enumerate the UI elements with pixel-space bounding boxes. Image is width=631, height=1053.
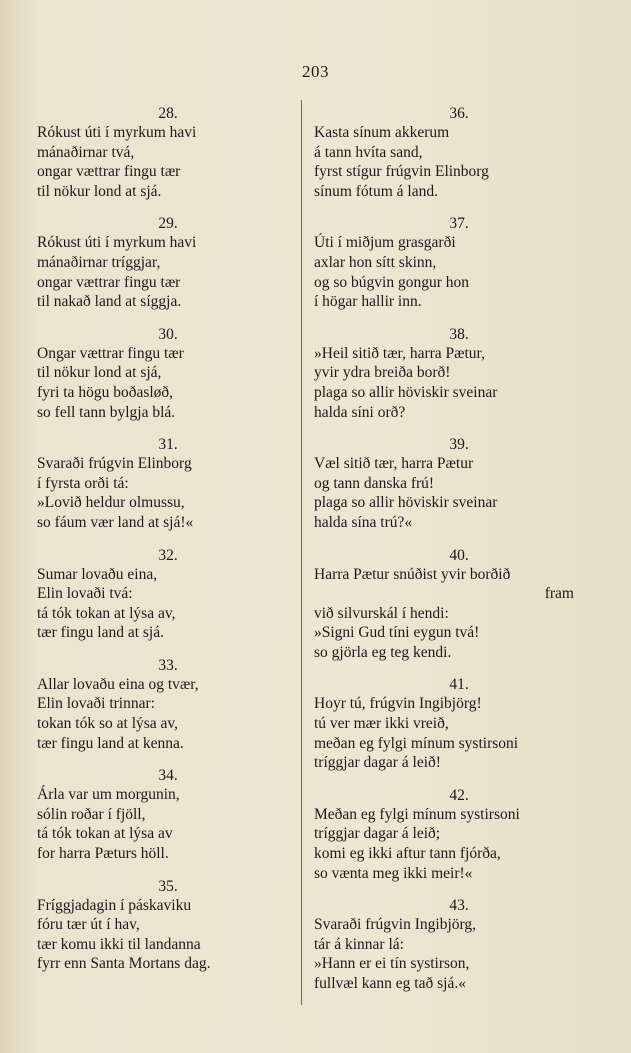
verse-line: »Hann er ei tín systirson, — [314, 955, 470, 973]
verse-line: tríggjar dagar á leið! — [314, 754, 441, 772]
stanza — [314, 896, 574, 993]
verse-line: plaga so allir höviskir sveinar — [314, 383, 498, 401]
stanza-number: 41. — [449, 676, 469, 694]
verse-line: tá tók tokan at lýsa av — [37, 825, 173, 843]
verse-line: Hoyr tú, frúgvin Ingibjörg! — [314, 695, 482, 713]
stanza-number: 38. — [449, 325, 469, 343]
verse-line: komi eg ikki aftur tann fjórða, — [314, 845, 501, 863]
stanza — [37, 546, 289, 643]
stanza-number: 37. — [449, 215, 469, 233]
verse-line: tár á kinnar lá: — [314, 935, 404, 953]
verse-line: plaga so allir höviskir sveinar — [314, 494, 498, 512]
stanza-number: 29. — [158, 215, 178, 233]
verse-line: halda síni orð? — [314, 403, 406, 421]
verse-line: og so búgvin gongur hon — [314, 273, 469, 291]
verse-line: mánaðirnar tríggjar, — [37, 253, 161, 271]
stanza — [37, 214, 289, 311]
verse-line: fóru tær út í hav, — [37, 916, 140, 934]
stanza — [314, 214, 574, 311]
verse-line: »Lovið heldur olmussu, — [37, 494, 185, 512]
verse-line: for harra Pæturs höll. — [37, 845, 169, 863]
verse-line: tríggjar dagar á leið; — [314, 825, 441, 843]
stanza-number: 30. — [158, 325, 178, 343]
verse-line: Svaraði frúgvin Elinborg — [37, 455, 192, 473]
verse-line: tá tók tokan at lýsa av, — [37, 604, 176, 622]
verse-line: Fríggjadagin í páskaviku — [37, 896, 192, 914]
stanza-number: 35. — [158, 877, 178, 895]
stanza — [314, 325, 574, 422]
verse-line: í högar hallir inn. — [314, 293, 422, 311]
verse-line: fyri ta högu boðasløð, — [37, 383, 174, 401]
verse-line: Elin lovaði tvá: — [37, 585, 133, 603]
stanza-number: 43. — [449, 897, 469, 915]
stanza-number: 31. — [158, 436, 178, 454]
verse-line: til nakað land at síggja. — [37, 293, 182, 311]
verse-line: Sumar lovaðu eina, — [37, 565, 158, 583]
verse-line: sínum fótum á land. — [314, 182, 438, 200]
stanza — [314, 435, 574, 532]
verse-line: Svaraði frúgvin Ingibjörg, — [314, 916, 477, 934]
verse-line: so vænta meg ikki meir!« — [314, 864, 473, 882]
right-column — [314, 104, 574, 994]
column-divider — [301, 100, 302, 1005]
stanza — [37, 766, 289, 863]
stanza — [37, 877, 289, 974]
verse-line: Meðan eg fylgi mínum systirsoni — [314, 805, 520, 823]
verse-line: við silvurskál í hendi: — [314, 604, 449, 622]
stanza-number: 28. — [158, 105, 178, 122]
stanza-number: 33. — [158, 656, 178, 674]
verse-line: Væl sitið tær, harra Pætur — [314, 455, 474, 473]
verse-line: fyrst stígur frúgvin Elinborg — [314, 163, 489, 181]
verse-line: tær fingu land at kenna. — [37, 734, 184, 752]
stanza — [37, 104, 289, 201]
verse-line: Elin lovaði trinnar: — [37, 695, 155, 713]
verse-line: sólin roðar í fjöll, — [37, 805, 146, 823]
verse-line: Allar lovaðu eina og tvær, — [37, 675, 199, 693]
stanza — [37, 656, 289, 753]
stanza-number: 32. — [158, 546, 178, 564]
verse-line: tær fingu land at sjá. — [37, 624, 164, 642]
verse-line: Árla var um morgunin, — [37, 786, 180, 804]
verse-line: tær komu ikki til landanna — [37, 935, 201, 953]
verse-line: Úti í miðjum grasgarði — [314, 234, 456, 252]
page-number: 203 — [302, 62, 329, 81]
left-column — [37, 104, 289, 974]
stanza-number: 34. — [158, 767, 178, 785]
verse-line: ongar vættrar fingu tær — [37, 273, 181, 291]
verse-line: Ongar vættrar fingu tær — [37, 344, 184, 362]
verse-line: »Heil sitið tær, harra Pætur, — [314, 344, 485, 362]
stanza — [37, 325, 289, 422]
verse-line: yvir ydra breiða borð! — [314, 364, 451, 382]
verse-line: axlar hon sítt skinn, — [314, 253, 437, 271]
verse-line: tokan tók so at lýsa av, — [37, 715, 179, 733]
verse-line: so fell tann bylgja blá. — [37, 403, 176, 421]
verse-line: fram — [544, 585, 574, 603]
verse-line: »Signi Gud tíni eygun tvá! — [314, 624, 480, 642]
verse-line: halda sína trú?« — [314, 513, 413, 531]
verse-line: í fyrsta orði tá: — [37, 474, 129, 492]
verse-line: til nökur lond at sjá. — [37, 182, 162, 200]
verse-line: á tann hvíta sand, — [314, 143, 423, 161]
verse-line: og tann danska frú! — [314, 474, 435, 492]
verse-line: Rókust úti í myrkum havi — [37, 124, 197, 141]
verse-line: Harra Pætur snúðist yvir borðið — [314, 565, 511, 583]
stanza-number: 36. — [449, 105, 469, 122]
stanza — [314, 786, 574, 883]
verse-line: ongar vættrar fingu tær — [37, 163, 181, 181]
stanza — [314, 675, 574, 772]
stanza-number: 40. — [449, 546, 469, 564]
stanza — [314, 104, 574, 201]
verse-line: so fáum vær land at sjá!« — [37, 513, 194, 531]
stanza — [37, 435, 289, 532]
verse-line: fyrr enn Santa Mortans dag. — [37, 955, 211, 973]
verse-line: til nökur lond at sjá, — [37, 364, 162, 382]
verse-line: mánaðirnar tvá, — [37, 143, 135, 161]
stanza-number: 39. — [449, 436, 469, 454]
verse-line: fullvæl kann eg tað sjá.« — [314, 975, 466, 992]
stanza — [314, 546, 574, 663]
verse-line: tú ver mær ikki vreið, — [314, 715, 449, 733]
verse-line: Rókust úti í myrkum havi — [37, 234, 197, 252]
verse-line: Kasta sínum akkerum — [314, 124, 450, 141]
verse-line: meðan eg fylgi mínum systirsoni — [314, 734, 519, 752]
verse-line: so gjörla eg teg kendi. — [314, 643, 452, 661]
stanza-number: 42. — [449, 786, 469, 804]
